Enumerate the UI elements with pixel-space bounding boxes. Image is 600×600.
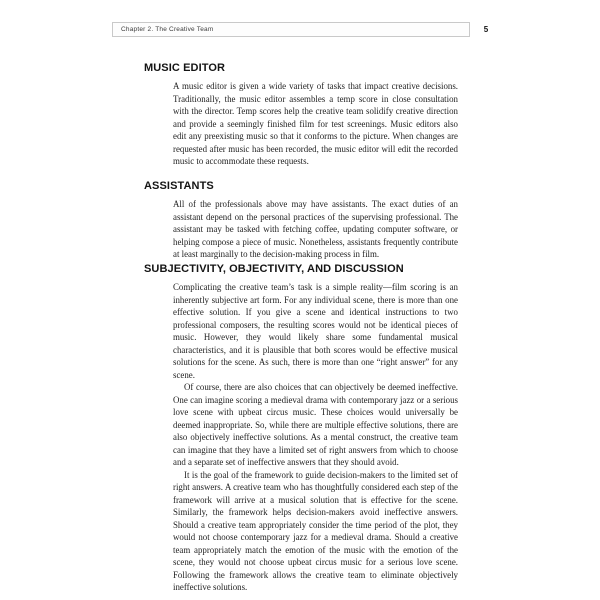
paragraph: Of course, there are also choices that can objectively be deemed ineffective. One can imagine scoring a medieval drama with contemporary jazz or a serious love scene with upbeat circus music. These choices would universally be deemed inappropriate. So, while there are multiple effective solutions, there are also objectively ineffective solutions. As a mental construct, the creative team can imagine that they have a limited set of right answers from which to choose and a separate set of ineffective answers that they should avoid. (173, 382, 458, 467)
paragraph: Complicating the creative team’s task is a simple reality—film scoring is an inherently subjective art form. For any individual scene, there is more than one effective solution. If you give a scene and identical instructions to two professional composers, the resulting scores would not be identical pieces of music. However, they would likely share some fundamental musical characteristics, and it is plausible that both scores would be effective musical solutions for the scene. As such, there is more than one “right answer” for any scene. (173, 282, 458, 380)
paragraph: It is the goal of the framework to guide decision-makers to the limited set of right answers. A creative team who has thoughtfully considered each step of the framework will arrive at a musical solution that is effective for the scene. Similarly, the framework helps decision-makers avoid ineffective answers. Should a creative team appropriately consider the time period of the plot, they would not choose contemporary jazz for a medieval drama. Should a creative team appropriately match the emotion of the music with the emotion of the scene, they would not choose upbeat circus music for a serious love scene. Following the framework allows the creative team to eliminate objectively ineffective solutions. (173, 469, 458, 592)
paragraph: All of the professionals above may have assistants. The exact duties of an assistant depend on the personal practices of the supervising professional. The assistant may be tasked with fetching coffee, updating computer software, or helping compose a piece of music. Nonetheless, assistants frequently contribute at least marginally to the decision-making process in film. (173, 199, 458, 259)
section-music-editor (144, 62, 458, 168)
section-assistants (144, 180, 458, 261)
running-header (112, 22, 470, 37)
section-body (173, 281, 458, 594)
section-heading-music-editor: MUSIC EDITOR (144, 62, 226, 74)
section-body (173, 80, 458, 168)
paragraph: A music editor is given a wide variety of tasks that impact creative decisions. Traditionally, the music editor assembles a temp score in close consultation with the director. Temp scores help the creative team solidify creative direction and provide a seemingly finished film for test screenings. Music editors also edit any preexisting music so that it conforms to the picture. When changes are requested after music has been recorded, the music editor will edit the recorded music to accommodate these requests. (173, 81, 458, 166)
section-heading-subjectivity: SUBJECTIVITY, OBJECTIVITY, AND DISCUSSION (144, 263, 404, 275)
section-subjectivity-objectivity-discussion (144, 263, 458, 594)
page-number: 5 (483, 25, 489, 34)
section-body (173, 198, 458, 261)
running-header-chapter-label: Chapter 2. The Creative Team (121, 26, 214, 33)
section-heading-assistants: ASSISTANTS (144, 180, 214, 192)
